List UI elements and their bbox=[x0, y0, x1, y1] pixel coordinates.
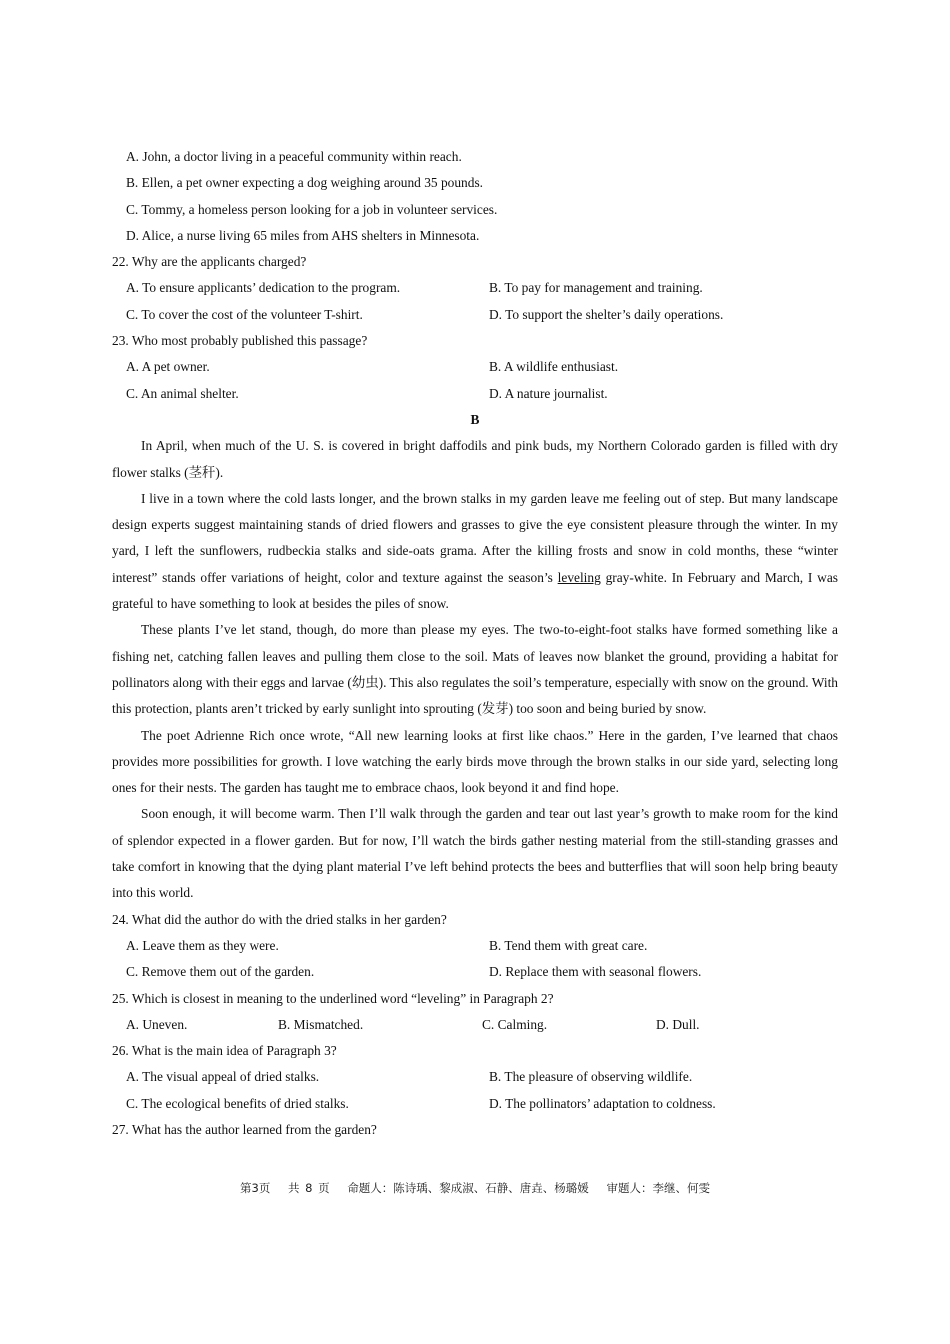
q24-options-row-2 bbox=[112, 959, 838, 985]
q25-option-d: D. Dull. bbox=[656, 1016, 700, 1032]
q22-stem: 22. Why are the applicants charged? bbox=[112, 254, 307, 270]
q21-option-d: D. Alice, a nurse living 65 miles from AHS shelters in Minnesota. bbox=[126, 227, 480, 243]
q25-options-row bbox=[112, 1012, 838, 1038]
section-heading: B bbox=[470, 411, 480, 427]
passage-paragraph-3: These plants I’ve let stand, though, do more than please my eyes. The two-to-eight-foot stalks have formed something like a fishing net, catching fallen leaves and pulling them close to the soil. Mats of leaves now blanket the ground, providing a habitat for pollinators along with their eggs and larvae (幼虫). This also regulates the soil’s temperature, especially with snow on the ground. With this protection, plants aren’t tricked by early sunlight into sprouting (发芽) too soon and being buried by snow. bbox=[112, 622, 838, 717]
q21-option-b: B. Ellen, a pet owner expecting a dog weighing around 35 pounds. bbox=[126, 175, 484, 191]
q26-option-b: B. The pleasure of observing wildlife. bbox=[489, 1069, 693, 1085]
q22-options-row-1 bbox=[112, 275, 838, 301]
q22-option-a: A. To ensure applicants’ dedication to the program. bbox=[126, 280, 401, 296]
q22-option-c: C. To cover the cost of the volunteer T-shirt. bbox=[126, 306, 363, 322]
paragraph-2-text-after: gray-white. In February and March, I was grateful to have something to look at besides the piles of snow. bbox=[112, 569, 838, 612]
q24-option-d: D. Replace them with seasonal flowers. bbox=[489, 964, 702, 980]
q24-option-b: B. Tend them with great care. bbox=[489, 937, 648, 953]
q23-option-b: B. A wildlife enthusiast. bbox=[489, 359, 619, 375]
exam-page bbox=[112, 144, 838, 1143]
q27-stem: 27. What has the author learned from the garden? bbox=[112, 1121, 377, 1137]
q26-option-c: C. The ecological benefits of dried stalks. bbox=[126, 1095, 349, 1111]
q23-options-row-1 bbox=[112, 354, 838, 380]
q26-option-d: D. The pollinators’ adaptation to coldness. bbox=[489, 1095, 716, 1111]
passage-paragraph-2 bbox=[112, 486, 838, 617]
footer-authors: 命题人：陈诗瑀、黎成淑、石静、唐垚、杨璐媛 bbox=[347, 1181, 589, 1195]
paragraph-2-text-before: I live in a town where the cold lasts longer, and the brown stalks in my garden leave me feeling out of step. But many landscape design experts suggest maintaining stands of dried flowers and grasses to give the eye consistent pleasure through the winter. In my yard, I left the sunflowers, rudbeckia stalks and side-oats grama. After the killing frosts and snow in cold months, these “winter interest” stands offer variations of height, color and texture against the season’s bbox=[112, 490, 838, 585]
q25-option-a: A. Uneven. bbox=[126, 1016, 188, 1032]
q26-stem: 26. What is the main idea of Paragraph 3? bbox=[112, 1043, 337, 1059]
footer-total-pages: 共 8 页 bbox=[288, 1181, 330, 1195]
underlined-word: leveling bbox=[557, 569, 601, 585]
q22-option-d: D. To support the shelter’s daily operations. bbox=[489, 306, 724, 322]
q22-options-row-2 bbox=[112, 302, 838, 328]
q25-option-b: B. Mismatched. bbox=[278, 1016, 364, 1032]
passage-paragraph-1: In April, when much of the U. S. is covered in bright daffodils and pink buds, my Northern Colorado garden is filled with dry flower stalks (茎秆). bbox=[112, 438, 838, 480]
q25-stem: 25. Which is closest in meaning to the underlined word “leveling” in Paragraph 2? bbox=[112, 990, 554, 1006]
q23-options-row-2 bbox=[112, 381, 838, 407]
q21-option-a: A. John, a doctor living in a peaceful community within reach. bbox=[126, 149, 462, 164]
q26-options-row-1 bbox=[112, 1064, 838, 1090]
q26-option-a: A. The visual appeal of dried stalks. bbox=[126, 1069, 320, 1085]
q23-option-d: D. A nature journalist. bbox=[489, 385, 608, 401]
passage-paragraph-4: The poet Adrienne Rich once wrote, “All new learning looks at first like chaos.” Here in the garden, I’ve learned that chaos provides more possibilities for growth. I love watching the early birds move through the brown stalks in our side yard, selecting long ones for their nests. The garden has taught me to embrace chaos, look beyond it and find hope. bbox=[112, 727, 838, 796]
footer-reviewers: 审题人：李继、何雯 bbox=[606, 1181, 710, 1195]
q21-option-c: C. Tommy, a homeless person looking for a job in volunteer services. bbox=[126, 201, 498, 217]
footer-page-number: 第3页 bbox=[240, 1181, 271, 1195]
q24-stem: 24. What did the author do with the dried stalks in her garden? bbox=[112, 911, 447, 927]
q23-option-a: A. A pet owner. bbox=[126, 359, 210, 375]
q23-stem: 23. Who most probably published this passage? bbox=[112, 333, 368, 349]
q25-option-c: C. Calming. bbox=[482, 1016, 548, 1032]
q24-option-c: C. Remove them out of the garden. bbox=[126, 964, 315, 980]
q22-option-b: B. To pay for management and training. bbox=[489, 280, 703, 296]
q24-option-a: A. Leave them as they were. bbox=[126, 937, 279, 953]
q24-options-row-1 bbox=[112, 933, 838, 959]
q23-option-c: C. An animal shelter. bbox=[126, 385, 239, 401]
passage-paragraph-5: Soon enough, it will become warm. Then I’ll walk through the garden and tear out last year’s growth to make room for the kind of splendor expected in a flower garden. But for now, I’ll watch the birds gather nesting material from the still-standing grasses and take comfort in knowing that the dying plant material I’ve left behind protects the bees and butterflies that will soon help bring beauty into this world. bbox=[112, 806, 838, 901]
q26-options-row-2 bbox=[112, 1091, 838, 1117]
page-footer bbox=[0, 1178, 950, 1198]
